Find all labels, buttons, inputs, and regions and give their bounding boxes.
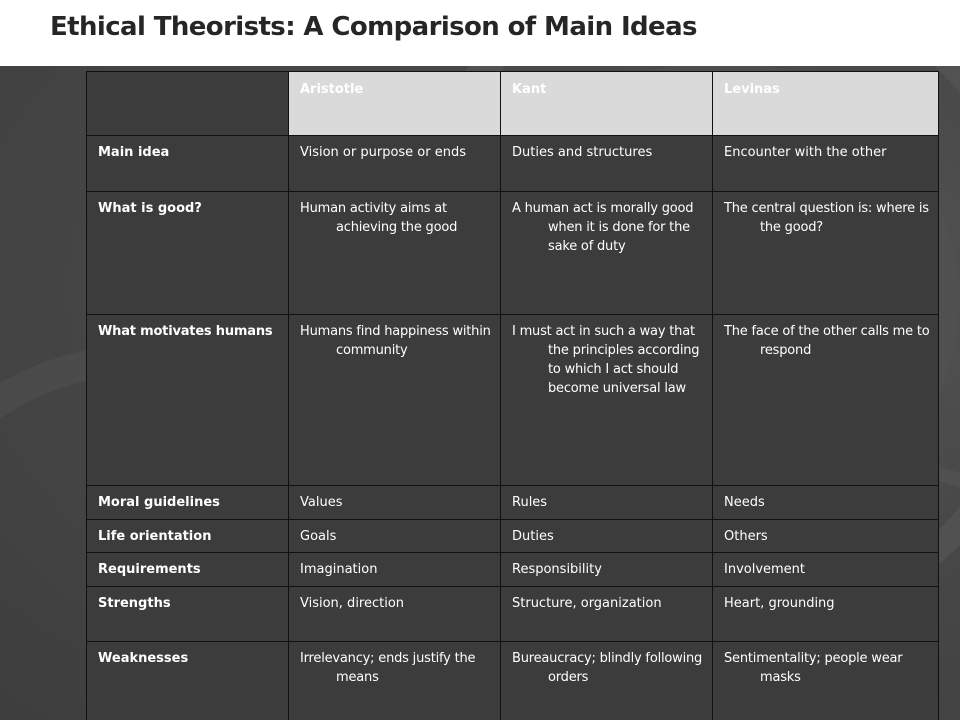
- cell-orientation-kant: Duties: [501, 520, 713, 553]
- cell-what-is-good-kant: A human act is morally good when it is done for the sake of duty: [501, 192, 713, 315]
- cell-main-idea-aristotle: Vision or purpose or ends: [289, 136, 501, 192]
- row-label-requirements: Requirements: [87, 553, 289, 587]
- cell-guidelines-aristotle: Values: [289, 486, 501, 520]
- cell-orientation-aristotle: Goals: [289, 520, 501, 553]
- cell-what-is-good-levinas: The central question is: where is the good?: [713, 192, 939, 315]
- cell-requirements-levinas: Involvement: [713, 553, 939, 587]
- row-label-what-motivates: What motivates humans: [87, 315, 289, 486]
- row-label-strengths: Strengths: [87, 587, 289, 642]
- table-row: [87, 553, 939, 587]
- cell-strengths-kant: Structure, organization: [501, 587, 713, 642]
- cell-motivates-levinas: The face of the other calls me to respond: [713, 315, 939, 486]
- cell-strengths-aristotle: Vision, direction: [289, 587, 501, 642]
- row-label-weaknesses: Weaknesses: [87, 642, 289, 720]
- table-row: [87, 192, 939, 315]
- cell-motivates-kant: I must act in such a way that the principles according to which I act should become universal law: [501, 315, 713, 486]
- row-label-moral-guidelines: Moral guidelines: [87, 486, 289, 520]
- cell-orientation-levinas: Others: [713, 520, 939, 553]
- cell-guidelines-levinas: Needs: [713, 486, 939, 520]
- cell-weaknesses-levinas: Sentimentality; people wear masks: [713, 642, 939, 720]
- cell-strengths-levinas: Heart, grounding: [713, 587, 939, 642]
- cell-weaknesses-aristotle: Irrelevancy; ends justify the means: [289, 642, 501, 720]
- table-row: [87, 520, 939, 553]
- row-label-main-idea: Main idea: [87, 136, 289, 192]
- cell-main-idea-levinas: Encounter with the other: [713, 136, 939, 192]
- slide-title: Ethical Theorists: A Comparison of Main Ideas: [50, 12, 697, 42]
- table-row: [87, 136, 939, 192]
- cell-guidelines-kant: Rules: [501, 486, 713, 520]
- header-levinas: Levinas: [713, 72, 939, 136]
- header-aristotle: Aristotle: [289, 72, 501, 136]
- header-corner-cell: [87, 72, 289, 136]
- title-bar: [0, 0, 960, 66]
- cell-requirements-kant: Responsibility: [501, 553, 713, 587]
- table-row: [87, 642, 939, 720]
- cell-requirements-aristotle: Imagination: [289, 553, 501, 587]
- cell-main-idea-kant: Duties and structures: [501, 136, 713, 192]
- cell-weaknesses-kant: Bureaucracy; blindly following orders: [501, 642, 713, 720]
- cell-motivates-aristotle: Humans find happiness within community: [289, 315, 501, 486]
- table-row: [87, 587, 939, 642]
- comparison-table: [86, 71, 939, 720]
- cell-what-is-good-aristotle: Human activity aims at achieving the good: [289, 192, 501, 315]
- table-row: [87, 315, 939, 486]
- header-kant: Kant: [501, 72, 713, 136]
- header-row: [87, 72, 939, 136]
- row-label-life-orientation: Life orientation: [87, 520, 289, 553]
- row-label-what-is-good: What is good?: [87, 192, 289, 315]
- table-row: [87, 486, 939, 520]
